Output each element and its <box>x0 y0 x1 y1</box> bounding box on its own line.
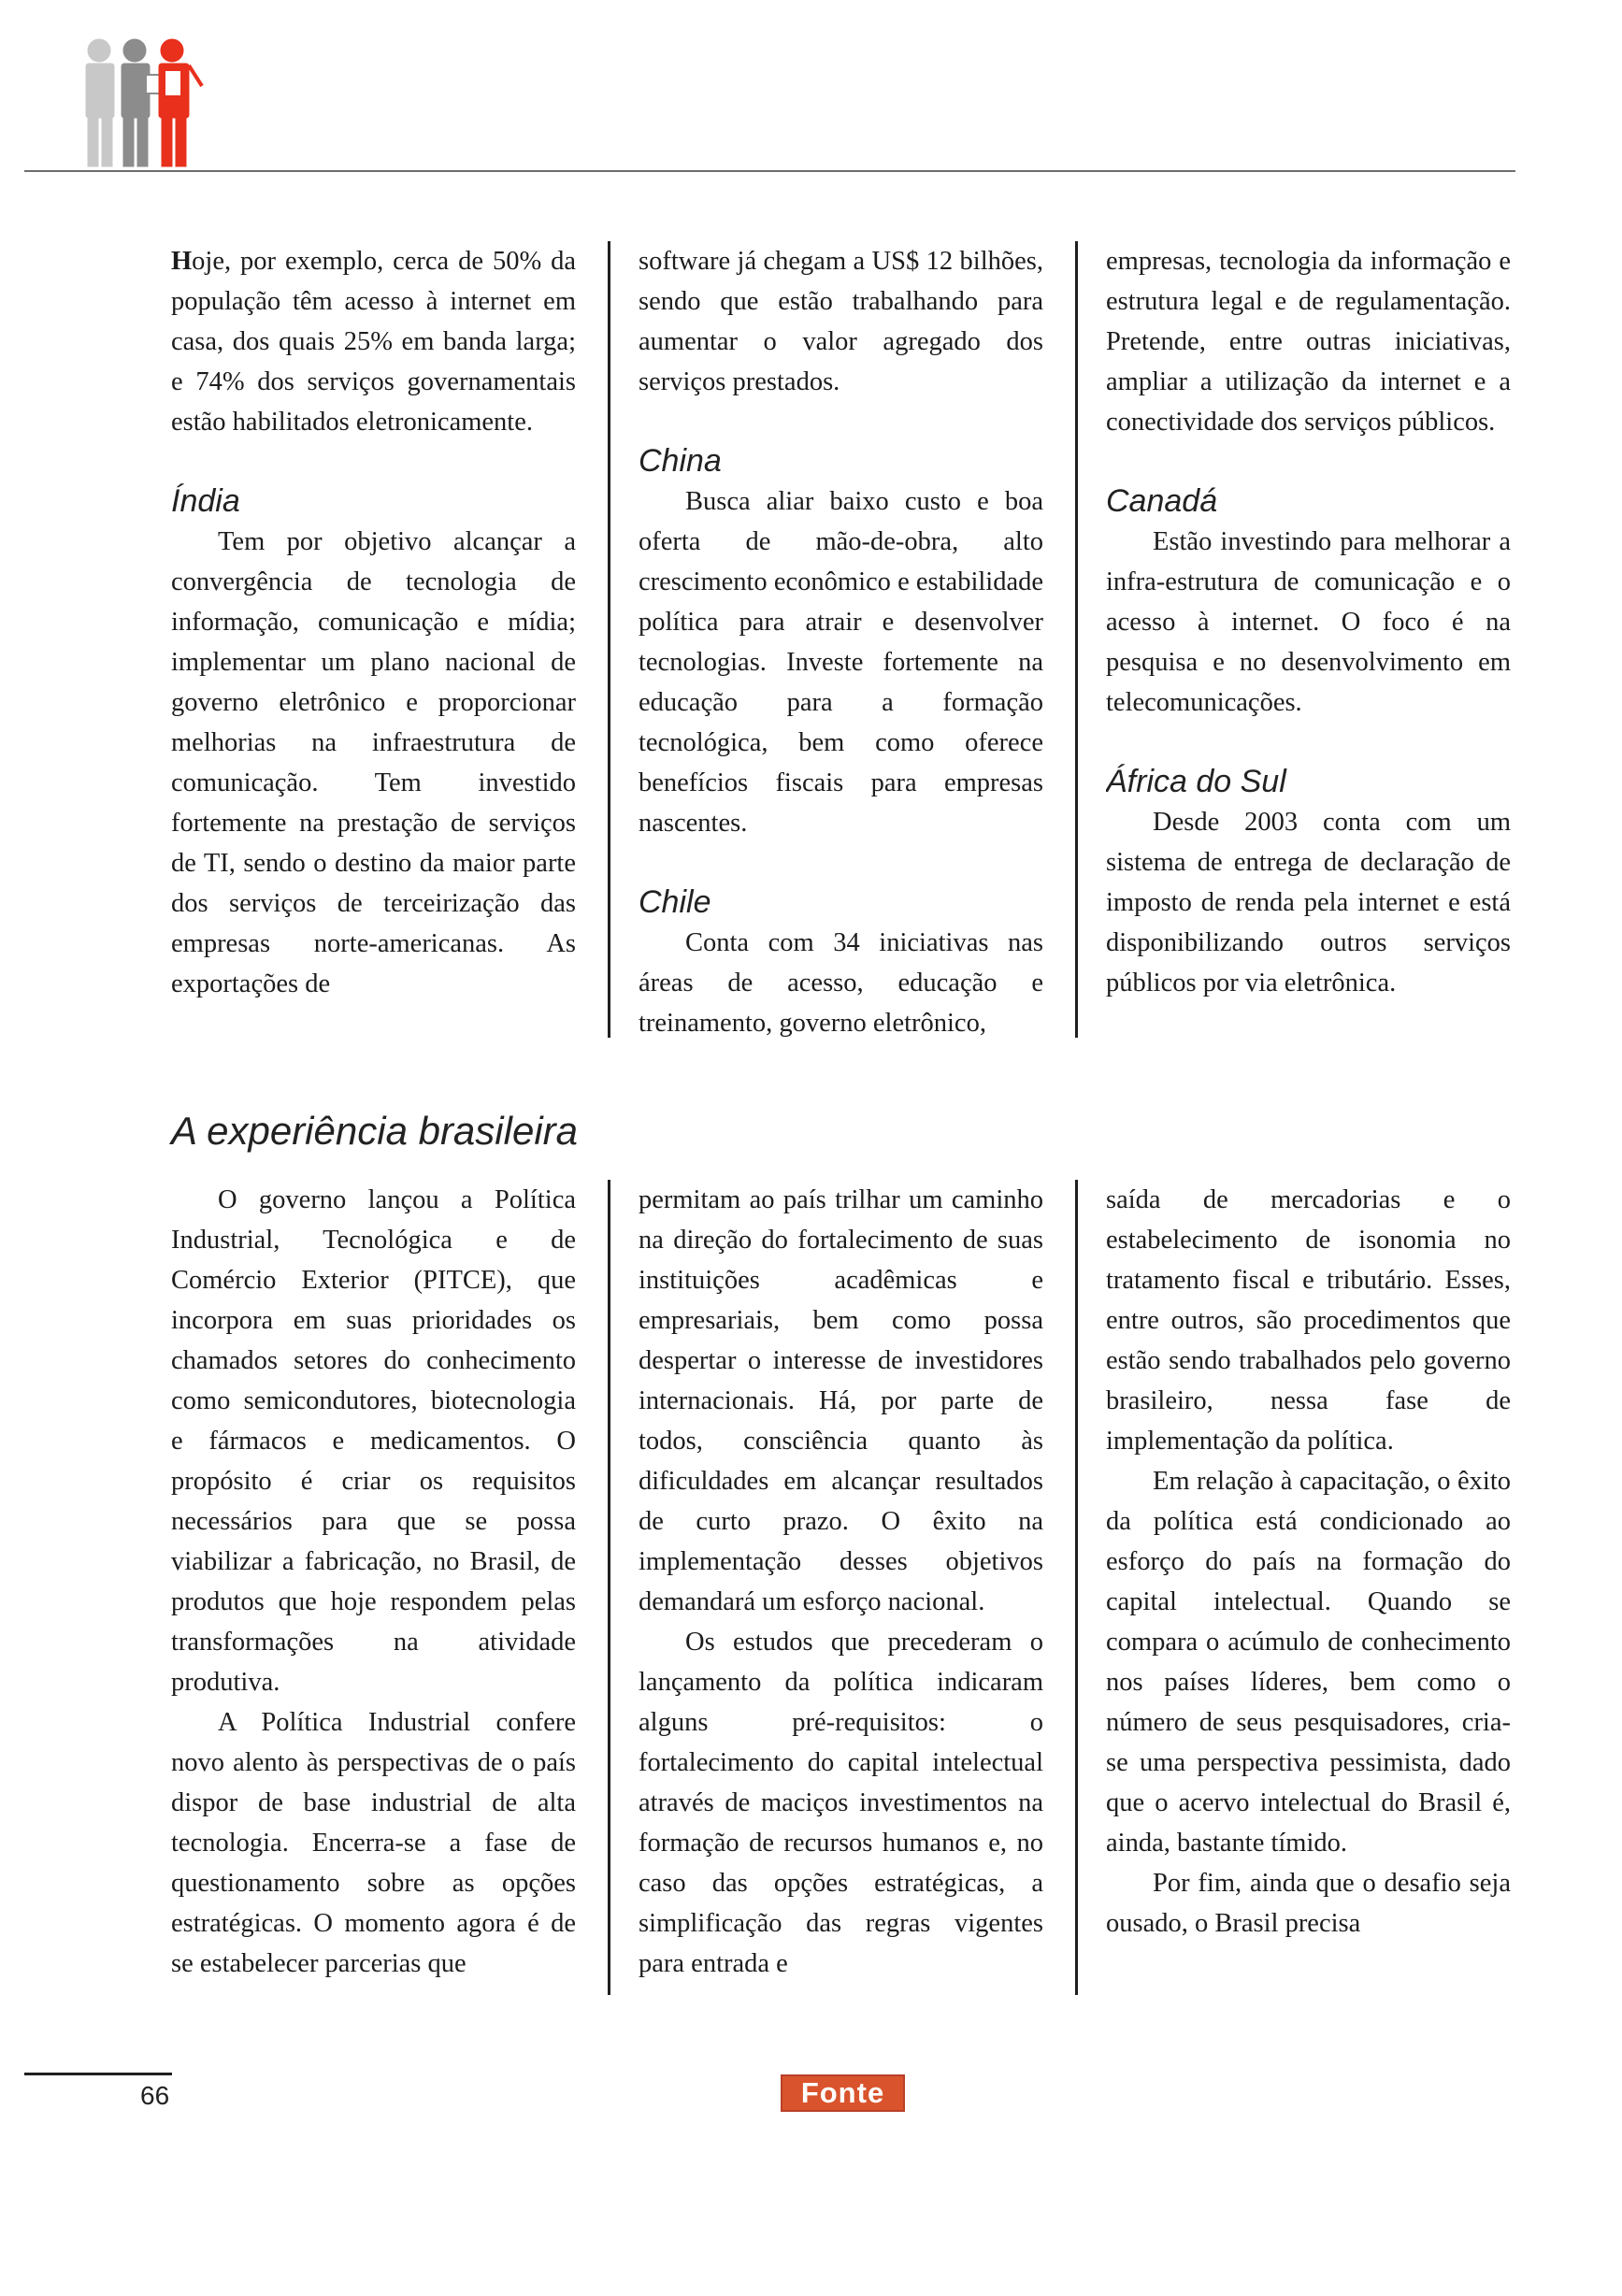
china-paragraph: Busca aliar baixo custo e boa oferta de mão-de-obra, alto crescimento econômico e estabilidade política para atrair e desenvolver tecnologias. Investe fortemente na educação para a formação tecnológica, bem como oferece benefícios fiscais para empresas nascentes. <box>639 487 1043 838</box>
intro-lead-letter: H <box>171 247 193 276</box>
footer-rule <box>24 2073 172 2075</box>
header-rule <box>24 170 1515 172</box>
body-paragraph: Os estudos que precederam o lançamento da política indicaram alguns pré-requisitos: o fortalecimento do capital intelectual através de maciços investimentos na formação de recursos humanos e, no caso das opções estratégicas, a simplificação das regras vigentes para entrada e <box>639 1628 1043 1978</box>
subheading-india: Índia <box>171 483 240 519</box>
bottom-column-1 <box>171 1180 576 1995</box>
subheading-chile: Chile <box>639 884 711 920</box>
people-group-icon <box>79 37 219 168</box>
chile-continuation: empresas, tecnologia da informação e estrutura legal e de regulamentação. Pretende, entre outras iniciativas, ampliar a utilização da internet e a conectividade dos serviços públicos. <box>1106 247 1511 437</box>
figure-right <box>159 39 202 166</box>
body-paragraph: O governo lançou a Política Industrial, Tecnológica e de Comércio Exterior (PITCE), que incorpora em suas prioridades os chamados setores do conhecimento como semicondutores, biotecnologia e fármacos e medicamentos. O propósito é criar os requisitos necessários para que se possa viabilizar a fabricação, no Brasil, de produtos que hoje respondem pelas transformações na atividade produtiva. <box>171 1185 576 1697</box>
bottom-column-3 <box>1106 1180 1511 1995</box>
column-divider <box>608 241 610 1038</box>
canada-paragraph: Estão investindo para melhorar a infra-estrutura de comunicação e o acesso à internet. O foco é na pesquisa e no desenvolvimento em telecomunicações. <box>1106 527 1511 717</box>
bottom-columns <box>171 1180 1513 1995</box>
publication-logo: Fonte <box>781 2074 905 2112</box>
india-continuation: software já chegam a US$ 12 bilhões, sendo que estão trabalhando para aumentar o valor agregado dos serviços prestados. <box>639 247 1043 396</box>
intro-paragraph <box>171 241 576 442</box>
top-columns <box>171 241 1513 1038</box>
body-paragraph: permitam ao país trilhar um caminho na direção do fortalecimento de suas instituições acadêmicas e empresariais, bem como possa despertar o interesse de investidores internacionais. Há, por parte de todos, consciência quanto às dificuldades em alcançar resultados de curto prazo. O êxito na implementação desses objetivos demandará um esforço nacional. <box>639 1185 1043 1616</box>
india-paragraph: Tem por objetivo alcançar a convergência de tecnologia de informação, comunicação e mídia; implementar um plano nacional de governo eletrônico e proporcionar melhorias na infraestrutura de comunicação. Tem investido fortemente na prestação de serviços de TI, sendo o destino da maior parte dos serviços de terceirização das empresas norte-americanas. As exportações de <box>171 527 576 998</box>
chile-paragraph: Conta com 34 iniciativas nas áreas de acesso, educação e treinamento, governo eletrônico, <box>639 928 1043 1038</box>
figure-middle <box>122 39 161 166</box>
top-column-3 <box>1106 241 1511 1038</box>
subheading-canada: Canadá <box>1106 483 1218 519</box>
top-column-1 <box>171 241 576 1038</box>
figure-left <box>86 39 114 166</box>
body-paragraph: saída de mercadorias e o estabelecimento de isonomia no tratamento fiscal e tributário. Esses, entre outros, são procedimentos que estão sendo trabalhados pelo governo brasileiro, nessa fase de implementação da política. <box>1106 1185 1511 1456</box>
body-paragraph: A Política Industrial confere novo alento às perspectivas de o país dispor de base industrial de alta tecnologia. Encerra-se a fase de questionamento sobre as opções estratégicas. O momento agora é de se estabelecer parcerias que <box>171 1708 576 1978</box>
page-number: 66 <box>140 2081 170 2110</box>
body-paragraph: Por fim, ainda que o desafio seja ousado, o Brasil precisa <box>1106 1869 1511 1938</box>
south-africa-paragraph: Desde 2003 conta com um sistema de entrega de declaração de imposto de renda pela internet e está disponibilizando outros serviços públicos por via eletrônica. <box>1106 808 1511 997</box>
column-divider <box>608 1180 610 1995</box>
subheading-china: China <box>639 443 722 479</box>
top-column-2 <box>639 241 1043 1038</box>
column-divider <box>1075 241 1078 1038</box>
body-paragraph: Em relação à capacitação, o êxito da política está condicionado ao esforço do país na formação do capital intelectual. Quando se compara o acúmulo de conhecimento nos países líderes, bem como o número de seus pesquisadores, cria-se uma perspectiva pessimista, dado que o acervo intelectual do Brasil é, ainda, bastante tímido. <box>1106 1467 1511 1858</box>
section-title: A experiência brasileira <box>171 1109 578 1153</box>
subheading-south-africa: África do Sul <box>1106 764 1286 799</box>
bottom-column-2 <box>639 1180 1043 1995</box>
column-divider <box>1075 1180 1078 1995</box>
intro-text: oje, por exemplo, cerca de 50% da população têm acesso à internet em casa, dos quais 25% em banda larga; e 74% dos serviços governamentais estão habilitados eletronicamente. <box>171 247 576 437</box>
